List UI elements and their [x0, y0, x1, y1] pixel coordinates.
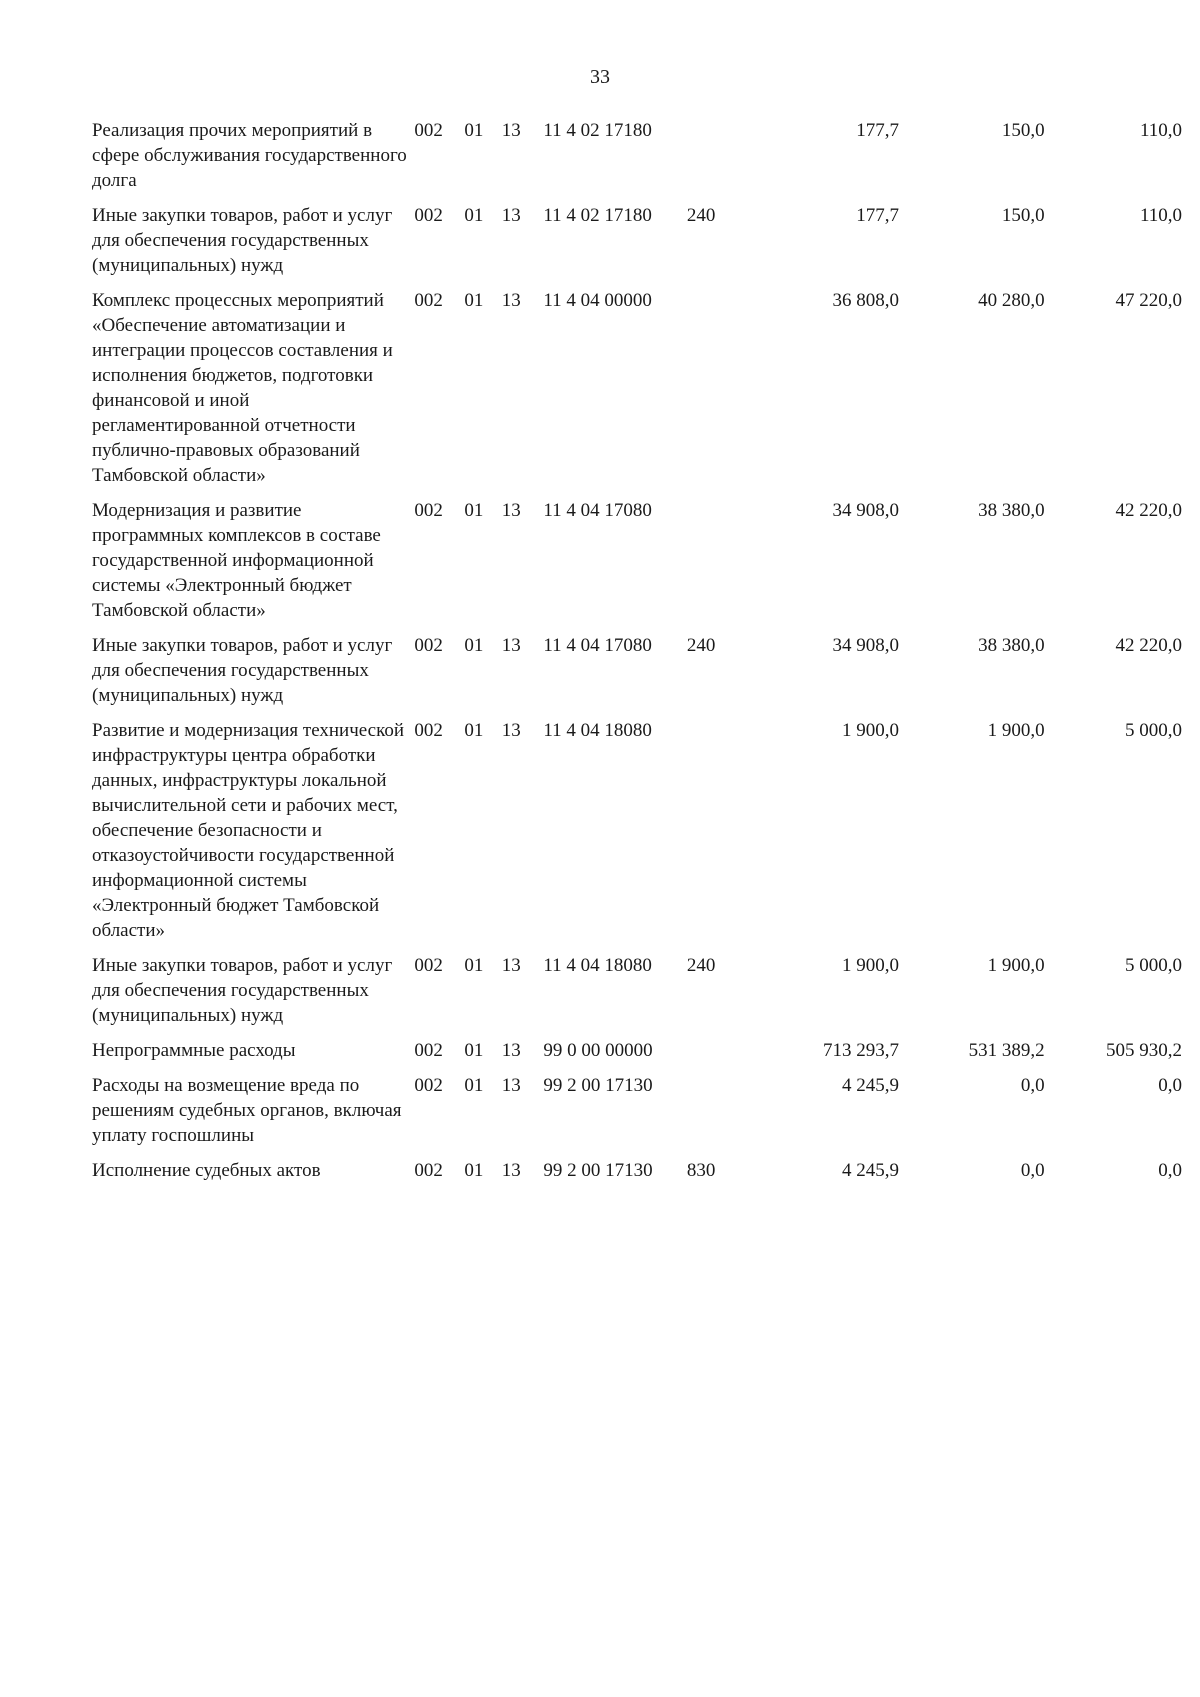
expense-name: Реализация прочих мероприятий в сфере обслуживания государственного долга — [92, 120, 407, 191]
amount-year-1: 177,7 — [856, 205, 900, 226]
table-row — [92, 498, 1182, 633]
amount-year-1: 36 808,0 — [832, 290, 900, 311]
expense-name: Комплекс процессных мероприятий «Обеспечение автоматизации и интеграции процессов составления и исполнения бюджетов, подготовки финансовой и иной регламентированной отчетности публично-правовых образований Тамбовской области» — [92, 290, 393, 486]
expense-type-code — [687, 288, 745, 498]
amount-year-2: 150,0 — [1001, 205, 1045, 226]
department-code: 002 — [414, 1040, 443, 1061]
table-row — [92, 1038, 1182, 1073]
amount-year-2: 40 280,0 — [978, 290, 1045, 311]
table-row — [92, 718, 1182, 953]
amount-year-2: 1 900,0 — [987, 720, 1045, 741]
target-article-code: 11 4 02 17180 — [543, 120, 652, 141]
expense-type-code — [687, 1073, 745, 1158]
target-article-code: 11 4 04 18080 — [543, 955, 652, 976]
table-row — [92, 203, 1182, 288]
amount-year-1: 713 293,7 — [823, 1040, 900, 1061]
expense-type-code: 830 — [686, 1160, 716, 1181]
table-row — [92, 1073, 1182, 1158]
department-code: 002 — [414, 635, 443, 656]
amount-year-3: 42 220,0 — [1115, 635, 1182, 656]
subsection-code: 13 — [501, 120, 521, 141]
expense-name: Расходы на возмещение вреда по решениям судебных органов, включая уплату госпошлины — [92, 1075, 402, 1146]
amount-year-1: 177,7 — [856, 120, 900, 141]
expense-type-code — [687, 1038, 745, 1073]
amount-year-3: 0,0 — [1158, 1075, 1182, 1096]
amount-year-3: 42 220,0 — [1115, 500, 1182, 521]
section-code: 01 — [464, 205, 484, 226]
amount-year-2: 0,0 — [1020, 1075, 1045, 1096]
amount-year-2: 38 380,0 — [978, 635, 1045, 656]
expense-type-code: 240 — [686, 205, 716, 226]
subsection-code: 13 — [501, 635, 521, 656]
subsection-code: 13 — [501, 720, 521, 741]
target-article-code: 11 4 04 17080 — [543, 635, 652, 656]
expense-name: Иные закупки товаров, работ и услуг для обеспечения государственных (муниципальных) нужд — [92, 205, 393, 276]
budget-table-body — [92, 118, 1182, 1193]
target-article-code: 11 4 04 18080 — [543, 720, 652, 741]
department-code: 002 — [414, 955, 443, 976]
expense-type-code — [687, 498, 745, 633]
amount-year-3: 110,0 — [1139, 120, 1182, 141]
department-code: 002 — [414, 205, 443, 226]
amount-year-1: 4 245,9 — [842, 1075, 900, 1096]
target-article-code: 11 4 04 00000 — [543, 290, 652, 311]
expense-name: Модернизация и развитие программных комплексов в составе государственной информационной системы «Электронный бюджет Тамбовской области» — [92, 500, 381, 621]
amount-year-2: 1 900,0 — [987, 955, 1045, 976]
table-row — [92, 288, 1182, 498]
amount-year-3: 5 000,0 — [1125, 955, 1182, 976]
expense-type-code: 240 — [686, 635, 716, 656]
department-code: 002 — [414, 500, 443, 521]
amount-year-2: 150,0 — [1001, 120, 1045, 141]
budget-table — [92, 118, 1182, 1193]
section-code: 01 — [464, 1075, 484, 1096]
amount-year-1: 4 245,9 — [842, 1160, 900, 1181]
expense-name: Исполнение судебных актов — [92, 1160, 321, 1181]
subsection-code: 13 — [501, 955, 521, 976]
section-code: 01 — [464, 120, 484, 141]
amount-year-3: 0,0 — [1158, 1160, 1182, 1181]
table-row — [92, 118, 1182, 203]
department-code: 002 — [414, 1160, 443, 1181]
table-row — [92, 1158, 1182, 1193]
expense-name: Развитие и модернизация технической инфраструктуры центра обработки данных, инфраструктуры локальной вычислительной сети и рабочих мест, обеспечение безопасности и отказоустойчивости государственной информационной системы «Электронный бюджет Тамбовской области» — [92, 720, 405, 941]
subsection-code: 13 — [501, 500, 521, 521]
section-code: 01 — [464, 635, 484, 656]
expense-name: Иные закупки товаров, работ и услуг для обеспечения государственных (муниципальных) нужд — [92, 955, 393, 1026]
subsection-code: 13 — [501, 205, 521, 226]
target-article-code: 11 4 04 17080 — [543, 500, 652, 521]
amount-year-3: 47 220,0 — [1115, 290, 1182, 311]
amount-year-2: 38 380,0 — [978, 500, 1045, 521]
expense-type-code: 240 — [686, 955, 716, 976]
target-article-code: 99 0 00 00000 — [543, 1040, 653, 1061]
section-code: 01 — [464, 1040, 484, 1061]
department-code: 002 — [414, 120, 443, 141]
department-code: 002 — [414, 720, 443, 741]
section-code: 01 — [464, 500, 484, 521]
expense-type-code — [687, 718, 745, 953]
department-code: 002 — [414, 1075, 443, 1096]
page-number: 33 — [590, 66, 610, 88]
section-code: 01 — [464, 955, 484, 976]
subsection-code: 13 — [501, 1160, 521, 1181]
subsection-code: 13 — [501, 1075, 521, 1096]
amount-year-3: 5 000,0 — [1125, 720, 1182, 741]
amount-year-1: 34 908,0 — [832, 500, 900, 521]
target-article-code: 99 2 00 17130 — [543, 1075, 653, 1096]
amount-year-3: 505 930,2 — [1106, 1040, 1182, 1061]
expense-name: Иные закупки товаров, работ и услуг для обеспечения государственных (муниципальных) нужд — [92, 635, 393, 706]
amount-year-2: 531 389,2 — [968, 1040, 1045, 1061]
target-article-code: 99 2 00 17130 — [543, 1160, 653, 1181]
table-row — [92, 633, 1182, 718]
subsection-code: 13 — [501, 1040, 521, 1061]
amount-year-1: 1 900,0 — [842, 955, 900, 976]
section-code: 01 — [464, 720, 484, 741]
table-row — [92, 953, 1182, 1038]
expense-type-code — [687, 118, 745, 203]
amount-year-1: 1 900,0 — [842, 720, 900, 741]
section-code: 01 — [464, 290, 484, 311]
section-code: 01 — [464, 1160, 484, 1181]
expense-name: Непрограммные расходы — [92, 1040, 296, 1061]
amount-year-1: 34 908,0 — [832, 635, 900, 656]
department-code: 002 — [414, 290, 443, 311]
subsection-code: 13 — [501, 290, 521, 311]
amount-year-2: 0,0 — [1020, 1160, 1045, 1181]
amount-year-3: 110,0 — [1139, 205, 1182, 226]
target-article-code: 11 4 02 17180 — [543, 205, 652, 226]
